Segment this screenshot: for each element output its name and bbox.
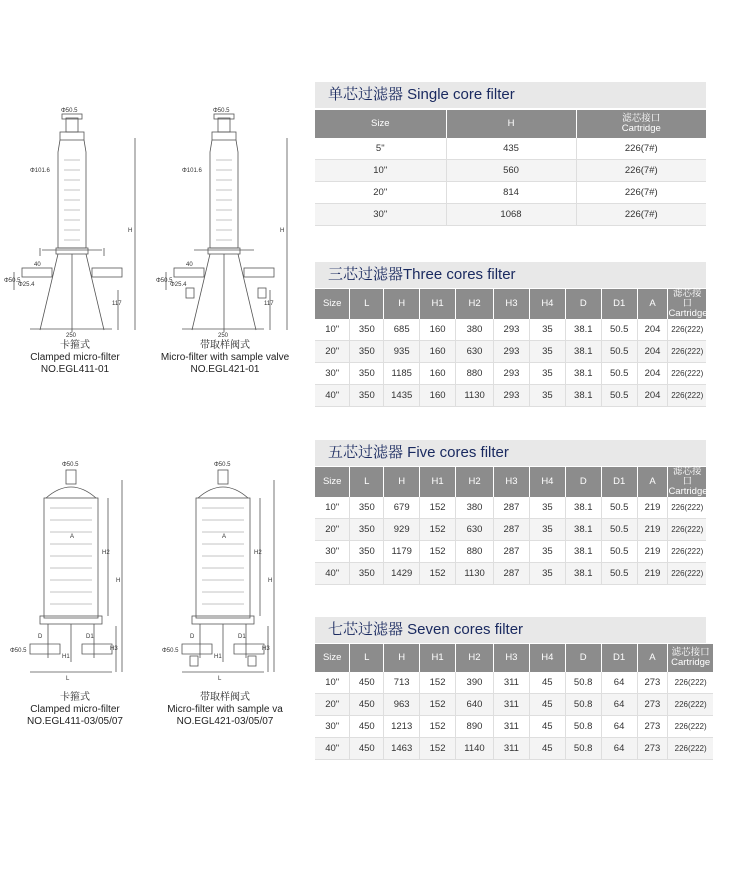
dim-h2: H2 <box>254 550 262 556</box>
col-h3: H3 <box>494 467 530 497</box>
table-cell: 1185 <box>384 363 420 385</box>
caption-cn: 卡箍式 <box>60 692 90 703</box>
table-cell: 64 <box>601 672 637 694</box>
table-cell: 10" <box>315 319 350 341</box>
table-header-row <box>315 467 706 497</box>
dim-l: L <box>66 676 70 682</box>
table-cell: 5" <box>315 138 446 160</box>
table-cell: 38.1 <box>565 363 601 385</box>
table-cell: 1140 <box>456 738 494 760</box>
col-l: L <box>350 289 384 319</box>
table-cell: 273 <box>637 672 668 694</box>
table-cell: 30" <box>315 363 350 385</box>
col-h: H <box>446 110 576 138</box>
table-cell: 963 <box>384 694 420 716</box>
caption-cn: 带取样阀式 <box>200 340 250 351</box>
dim-base: 250 <box>218 333 229 339</box>
table-cell: 50.8 <box>565 716 601 738</box>
table-cell: 219 <box>637 497 668 519</box>
table-cell: 50.5 <box>601 319 637 341</box>
table-cell: 450 <box>350 672 384 694</box>
table-cell: 450 <box>350 716 384 738</box>
table-cell: 273 <box>637 716 668 738</box>
table-cell: 35 <box>529 363 565 385</box>
table-row <box>315 182 706 204</box>
dim-side: Φ50.5 <box>156 278 173 284</box>
table-row <box>315 341 706 363</box>
table-cell: 350 <box>350 385 384 407</box>
col-h: H <box>384 467 420 497</box>
dim-h3: H3 <box>262 646 270 652</box>
table-cell: 630 <box>456 519 494 541</box>
dim-top: Φ50.5 <box>214 462 231 468</box>
table-cell: 1179 <box>384 541 420 563</box>
table-cell: 350 <box>350 363 384 385</box>
dim-h3: H3 <box>110 646 118 652</box>
col-h4: H4 <box>529 289 565 319</box>
col-h: H <box>384 644 420 672</box>
col-a: A <box>637 467 668 497</box>
table-cell: 152 <box>420 563 456 585</box>
table-cell: 287 <box>494 519 530 541</box>
table-cell: 50.5 <box>601 363 637 385</box>
single-core-body <box>315 138 706 226</box>
seven-cores-table <box>315 644 713 760</box>
table-cell: 350 <box>350 497 384 519</box>
table-cell: 226(222) <box>668 738 713 760</box>
table-cell: 226(222) <box>668 716 713 738</box>
table-cell: 287 <box>494 497 530 519</box>
table-cell: 226(222) <box>668 385 706 407</box>
caption-no: NO.EGL421-01 <box>190 364 260 375</box>
col-cartridge: 滤芯接口 Cartridge <box>576 110 706 138</box>
five-cores-body <box>315 497 706 585</box>
table-cell: 10" <box>315 160 446 182</box>
caption-bottom-right <box>150 692 300 728</box>
table-cell: 152 <box>420 497 456 519</box>
table-cell: 50.8 <box>565 672 601 694</box>
dim-117: 117 <box>264 301 274 307</box>
table-row <box>315 138 706 160</box>
table-cell: 35 <box>529 519 565 541</box>
dim-h1: H1 <box>62 654 70 660</box>
table-row <box>315 694 713 716</box>
table-cell: 350 <box>350 519 384 541</box>
col-d: D <box>565 644 601 672</box>
col-cartridge: 滤芯接口 Cartridge <box>668 288 708 319</box>
table-cell: 219 <box>637 541 668 563</box>
col-size: Size <box>315 289 350 319</box>
table-cell: 160 <box>420 341 456 363</box>
table-cell: 30" <box>315 204 446 226</box>
table-cell: 311 <box>493 694 529 716</box>
table-cell: 390 <box>456 672 494 694</box>
table-cell: 273 <box>637 738 668 760</box>
col-h1: H1 <box>420 289 456 319</box>
drawing-clamped-single <box>0 100 150 340</box>
table-row <box>315 363 706 385</box>
table-cell: 226(7#) <box>576 204 706 226</box>
dim-h: H <box>280 228 285 234</box>
table-cell: 226(222) <box>668 319 706 341</box>
table-cell: 152 <box>420 672 456 694</box>
table-cell: 35 <box>529 385 565 407</box>
table-cell: 685 <box>384 319 420 341</box>
table-cell: 204 <box>637 385 668 407</box>
dim-d: D <box>38 634 43 640</box>
table-cell: 204 <box>637 341 668 363</box>
table-row <box>315 738 713 760</box>
single-core-title: 单芯过滤器 Single core filter <box>315 82 706 108</box>
table-cell: 20" <box>315 694 350 716</box>
col-l: L <box>350 644 384 672</box>
table-cell: 226(222) <box>668 363 706 385</box>
table-cell: 38.1 <box>565 563 601 585</box>
table-cell: 35 <box>529 319 565 341</box>
table-cell: 226(7#) <box>576 138 706 160</box>
table-row <box>315 541 706 563</box>
table-cell: 30" <box>315 716 350 738</box>
caption-top-right <box>150 340 300 376</box>
col-d1: D1 <box>601 644 637 672</box>
table-cell: 40" <box>315 563 350 585</box>
table-cell: 350 <box>350 341 384 363</box>
dim-top: Φ50.5 <box>61 108 78 114</box>
table-cell: 50.8 <box>565 694 601 716</box>
table-cell: 204 <box>637 363 668 385</box>
caption-top-left <box>0 340 150 376</box>
seven-cores-body <box>315 672 713 760</box>
col-h1: H1 <box>420 467 456 497</box>
table-header-row <box>315 644 713 672</box>
table-cell: 293 <box>494 363 530 385</box>
table-cell: 1463 <box>384 738 420 760</box>
col-h1: H1 <box>420 644 456 672</box>
table-cell: 450 <box>350 694 384 716</box>
table-cell: 293 <box>494 319 530 341</box>
table-cell: 929 <box>384 519 420 541</box>
table-cell: 880 <box>456 363 494 385</box>
table-cell: 38.1 <box>565 519 601 541</box>
col-d: D <box>565 467 601 497</box>
three-cores-body <box>315 319 706 407</box>
table-cell: 226(222) <box>668 519 706 541</box>
col-h2: H2 <box>456 644 494 672</box>
table-cell: 50.5 <box>601 563 637 585</box>
table-cell: 273 <box>637 694 668 716</box>
table-cell: 50.5 <box>601 519 637 541</box>
table-row <box>315 319 706 341</box>
table-cell: 435 <box>446 138 576 160</box>
caption-en: Micro-filter with sample valve <box>160 352 290 363</box>
table-cell: 64 <box>601 716 637 738</box>
table-cell: 311 <box>493 716 529 738</box>
table-cell: 30" <box>315 541 350 563</box>
dim-h1: H1 <box>214 654 222 660</box>
table-cell: 630 <box>456 341 494 363</box>
table-cell: 226(222) <box>668 497 706 519</box>
table-cell: 287 <box>494 563 530 585</box>
col-cartridge: 滤芯接口 Cartridge <box>668 466 708 497</box>
table-row <box>315 497 706 519</box>
table-cell: 679 <box>384 497 420 519</box>
dim-top: Φ50.5 <box>62 462 79 468</box>
table-cell: 226(222) <box>668 694 713 716</box>
table-cell: 350 <box>350 541 384 563</box>
table-cell: 226(7#) <box>576 182 706 204</box>
table-cell: 152 <box>420 694 456 716</box>
table-cell: 935 <box>384 341 420 363</box>
table-row <box>315 204 706 226</box>
col-h2: H2 <box>456 467 494 497</box>
table-cell: 45 <box>529 738 565 760</box>
table-cell: 50.5 <box>601 541 637 563</box>
table-cell: 350 <box>350 563 384 585</box>
table-cell: 880 <box>456 541 494 563</box>
col-size: Size <box>315 110 446 138</box>
table-cell: 45 <box>529 694 565 716</box>
table-cell: 1068 <box>446 204 576 226</box>
drawing-valve-multi <box>152 458 302 690</box>
table-cell: 20" <box>315 341 350 363</box>
three-cores-title: 三芯过滤器Three cores filter <box>315 262 706 288</box>
table-cell: 35 <box>529 497 565 519</box>
single-core-table <box>315 110 706 226</box>
dim-h: H <box>268 578 273 584</box>
table-cell: 38.1 <box>565 385 601 407</box>
table-cell: 1130 <box>456 385 494 407</box>
table-cell: 35 <box>529 563 565 585</box>
table-cell: 350 <box>350 319 384 341</box>
table-cell: 380 <box>456 497 494 519</box>
table-cell: 226(222) <box>668 541 706 563</box>
table-cell: 311 <box>493 738 529 760</box>
dim-body: Φ101.6 <box>182 168 202 174</box>
table-cell: 450 <box>350 738 384 760</box>
table-cell: 152 <box>420 541 456 563</box>
dim-d1: D1 <box>86 634 94 640</box>
caption-bottom-left <box>0 692 150 728</box>
table-cell: 204 <box>637 319 668 341</box>
dim-a: A <box>70 534 75 540</box>
table-cell: 64 <box>601 694 637 716</box>
table-cell: 38.1 <box>565 497 601 519</box>
caption-no: NO.EGL421-03/05/07 <box>176 716 274 727</box>
table-cell: 40" <box>315 738 350 760</box>
table-cell: 50.5 <box>601 497 637 519</box>
table-cell: 1130 <box>456 563 494 585</box>
dim-side3: Φ25.4 <box>18 282 35 288</box>
col-h: H <box>384 289 420 319</box>
table-cell: 152 <box>420 716 456 738</box>
table-cell: 45 <box>529 672 565 694</box>
table-cell: 287 <box>494 541 530 563</box>
caption-en: Clamped micro-filter <box>30 352 120 363</box>
col-size: Size <box>315 467 350 497</box>
col-d1: D1 <box>601 289 637 319</box>
table-cell: 293 <box>494 341 530 363</box>
table-cell: 219 <box>637 563 668 585</box>
table-cell: 1429 <box>384 563 420 585</box>
table-cell: 226(7#) <box>576 160 706 182</box>
table-cell: 226(222) <box>668 672 713 694</box>
dim-d: D <box>190 634 195 640</box>
five-cores-table <box>315 467 706 585</box>
col-h3: H3 <box>494 289 530 319</box>
caption-cn: 带取样阀式 <box>200 692 250 703</box>
dim-top: Φ50.5 <box>213 108 230 114</box>
table-cell: 160 <box>420 385 456 407</box>
col-l: L <box>350 467 384 497</box>
table-cell: 1435 <box>384 385 420 407</box>
table-cell: 311 <box>493 672 529 694</box>
table-cell: 152 <box>420 519 456 541</box>
col-h4: H4 <box>529 644 565 672</box>
table-cell: 40" <box>315 385 350 407</box>
table-cell: 50.8 <box>565 738 601 760</box>
col-size: Size <box>315 644 350 672</box>
seven-cores-title: 七芯过滤器 Seven cores filter <box>315 617 706 643</box>
table-cell: 38.1 <box>565 319 601 341</box>
table-cell: 10" <box>315 672 350 694</box>
table-cell: 20" <box>315 519 350 541</box>
table-cell: 219 <box>637 519 668 541</box>
table-cell: 64 <box>601 738 637 760</box>
col-d: D <box>565 289 601 319</box>
table-row <box>315 563 706 585</box>
table-cell: 45 <box>529 716 565 738</box>
table-cell: 35 <box>529 541 565 563</box>
dim-body: Φ101.6 <box>30 168 50 174</box>
table-cell: 160 <box>420 363 456 385</box>
table-cell: 814 <box>446 182 576 204</box>
table-cell: 35 <box>529 341 565 363</box>
dim-h: H <box>116 578 121 584</box>
table-cell: 226(222) <box>668 563 706 585</box>
dim-d1: D1 <box>238 634 246 640</box>
table-header-row <box>315 289 706 319</box>
table-cell: 50.5 <box>601 385 637 407</box>
table-row <box>315 716 713 738</box>
dim-a: A <box>222 534 227 540</box>
table-row <box>315 385 706 407</box>
table-cell: 160 <box>420 319 456 341</box>
col-h4: H4 <box>529 467 565 497</box>
dim-h2: H2 <box>102 550 110 556</box>
table-cell: 890 <box>456 716 494 738</box>
col-a: A <box>637 289 668 319</box>
dim-side2: 40 <box>34 262 41 268</box>
table-cell: 560 <box>446 160 576 182</box>
col-h3: H3 <box>493 644 529 672</box>
caption-cn: 卡箍式 <box>60 340 90 351</box>
col-h2: H2 <box>456 289 494 319</box>
table-cell: 38.1 <box>565 341 601 363</box>
dim-side3: Φ25.4 <box>170 282 187 288</box>
caption-no: NO.EGL411-03/05/07 <box>27 716 123 727</box>
table-cell: 1213 <box>384 716 420 738</box>
table-cell: 226(222) <box>668 341 706 363</box>
drawing-valve-single <box>152 100 302 340</box>
dim-side: Φ50.5 <box>4 278 21 284</box>
col-a: A <box>637 644 668 672</box>
dim-side: Φ50.5 <box>162 648 179 654</box>
table-cell: 50.5 <box>601 341 637 363</box>
three-cores-table <box>315 289 706 407</box>
col-cartridge: 滤芯接口 Cartridge <box>668 644 713 672</box>
caption-en: Micro-filter with sample va <box>167 704 283 715</box>
table-cell: 293 <box>494 385 530 407</box>
table-cell: 713 <box>384 672 420 694</box>
table-cell: 10" <box>315 497 350 519</box>
table-cell: 38.1 <box>565 541 601 563</box>
dim-side: Φ50.5 <box>10 648 27 654</box>
table-cell: 152 <box>420 738 456 760</box>
dim-side2: 40 <box>186 262 193 268</box>
dim-117: 117 <box>112 301 122 307</box>
col-d1: D1 <box>601 467 637 497</box>
caption-en: Clamped micro-filter <box>30 704 120 715</box>
drawing-clamped-multi <box>0 458 150 690</box>
table-header-row <box>315 110 706 138</box>
dim-h: H <box>128 228 133 234</box>
table-cell: 20" <box>315 182 446 204</box>
dim-base: 250 <box>66 333 77 339</box>
table-cell: 640 <box>456 694 494 716</box>
table-row <box>315 160 706 182</box>
five-cores-title: 五芯过滤器 Five cores filter <box>315 440 706 466</box>
caption-no: NO.EGL411-01 <box>40 364 110 375</box>
table-cell: 380 <box>456 319 494 341</box>
table-row <box>315 519 706 541</box>
dim-l: L <box>218 676 222 682</box>
table-row <box>315 672 713 694</box>
